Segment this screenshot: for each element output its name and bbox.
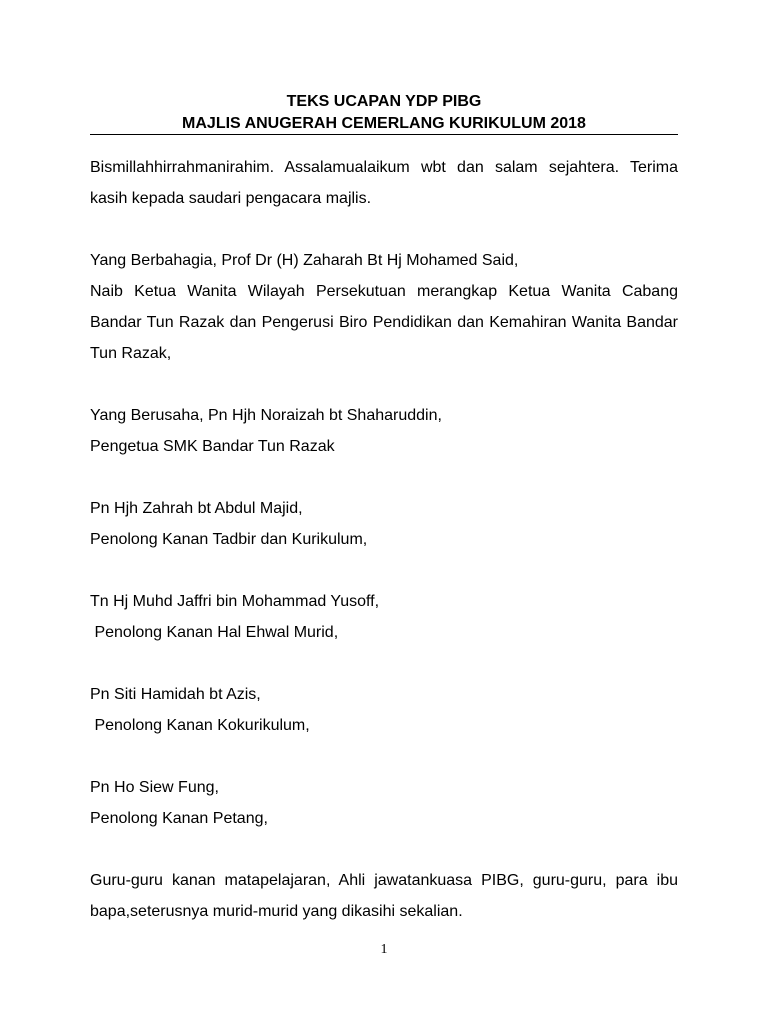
guest-block-6 <box>90 772 678 834</box>
guest-5-name: Pn Siti Hamidah bt Azis, <box>90 686 261 703</box>
guest-2-title: Pengetua SMK Bandar Tun Razak <box>90 438 335 455</box>
document-header <box>90 92 678 135</box>
guest-6-name: Pn Ho Siew Fung, <box>90 779 219 796</box>
guest-block-2 <box>90 400 678 462</box>
guest-block-1 <box>90 245 678 369</box>
guest-3-title: Penolong Kanan Tadbir dan Kurikulum, <box>90 531 368 548</box>
guest-block-4 <box>90 586 678 648</box>
document-body <box>90 152 678 958</box>
guest-1-title: Naib Ketua Wanita Wilayah Persekutuan merangkap Ketua Wanita Cabang Bandar Tun Razak dan Pengerusi Biro Pendidikan dan Kemahiran Wanita Bandar Tun Razak, <box>90 283 678 362</box>
guest-5-title: Penolong Kanan Kokurikulum, <box>90 717 310 734</box>
guest-3-name: Pn Hjh Zahrah bt Abdul Majid, <box>90 500 303 517</box>
guest-4-name: Tn Hj Muhd Jaffri bin Mohammad Yusoff, <box>90 593 380 610</box>
guest-block-5 <box>90 679 678 741</box>
guest-6-title: Penolong Kanan Petang, <box>90 810 268 827</box>
guest-4-title: Penolong Kanan Hal Ehwal Murid, <box>90 624 339 641</box>
closing-paragraph: Guru-guru kanan matapelajaran, Ahli jawatankuasa PIBG, guru-guru, para ibu bapa,seterusnya murid-murid yang dikasihi sekalian. <box>90 872 678 920</box>
page-number: 1 <box>380 942 388 957</box>
title-line-2: MAJLIS ANUGERAH CEMERLANG KURIKULUM 2018 <box>90 114 678 135</box>
guest-1-name: Yang Berbahagia, Prof Dr (H) Zaharah Bt Hj Mohamed Said, <box>90 252 519 269</box>
guest-2-name: Yang Berusaha, Pn Hjh Noraizah bt Shaharuddin, <box>90 407 442 424</box>
opening-paragraph: Bismillahhirrahmanirahim. Assalamualaikum wbt dan salam sejahtera. Terima kasih kepada saudari pengacara majlis. <box>90 159 678 207</box>
guest-block-3 <box>90 493 678 555</box>
title-line-1: TEKS UCAPAN YDP PIBG <box>286 93 482 110</box>
